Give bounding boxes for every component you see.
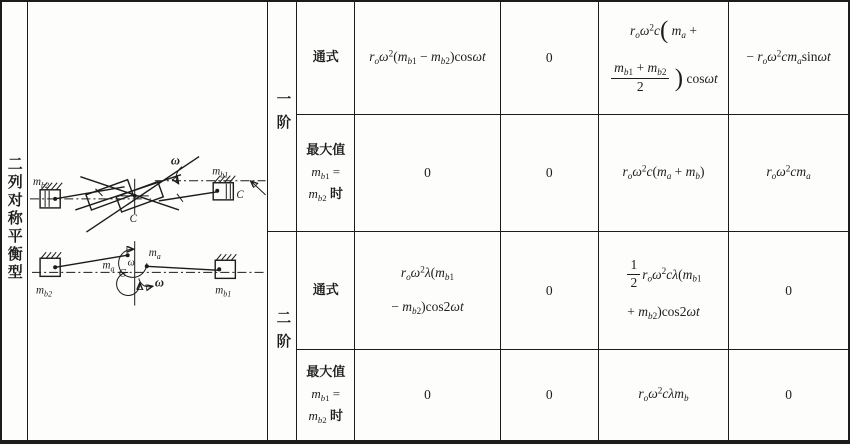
cell-1st-max-c: $r_o\omega^2c(m_a + m_b)$ [598,114,728,231]
omega-label: ω [170,153,180,168]
cell-1st-general-a: $r_o\omega^2(m_{b1} - m_{b2})\cos\omega t$ [355,1,500,114]
row-group-label-text: 二列对称平衡型 [5,155,24,282]
cell-1st-max-b: 0 [500,114,598,231]
order-label-second-text: 二阶 [274,310,291,358]
cell-2nd-max-a: 0 [355,350,500,442]
cell-2nd-general-c: $\frac{1}{2}$ $r_o\omega^2c\lambda(m_{b1}$ + $m_{b2})\cos 2\omega t$ [598,232,728,350]
omega-label-inner: ω [127,257,135,269]
row-type-general-2nd: 通式 [297,232,355,350]
bottom-label-c: C [118,267,126,280]
conrod-right-top [158,192,216,201]
mass-label-mb1-bottom: $m_{b1}$ [214,284,231,299]
hatch-marks [41,252,61,258]
mechanism-diagram [27,1,268,442]
shaft-axis [86,157,199,232]
table-row [1,1,849,114]
mass-label-mb2-bottom: $m_{b2}$ [35,284,52,299]
joint-dot [144,264,148,268]
cell-2nd-max-d: 0 [729,350,849,442]
conrod-left-bottom [55,255,127,267]
order-label-second [268,232,297,442]
row-type-general-1st: 通式 [297,1,355,114]
row-type-max-1st: 最大值 $m_{b1}$ = $m_{b2}$ 时 [297,114,355,231]
mass-label-mb2-top: $m_{b2}$ [32,175,49,190]
mass-label-ma-right: $m_a$ [148,247,161,262]
direction-arrow [251,182,265,195]
conrod-right-bottom [146,266,218,270]
cell-1st-general-b: 0 [500,1,598,114]
mass-label-ma-left: $m_a$ [102,259,115,274]
cell-1st-max-a: 0 [355,114,500,231]
row-type-max-2nd: 最大值 $m_{b1}$ = $m_{b2}$ 时 [297,350,355,442]
cell-2nd-general-a: $r_o\omega^2\lambda(m_{b1}$ − $m_{b2})\cos 2\omega t$ [355,232,500,350]
center-label-c: C [129,213,137,226]
mass-label-mb1-top: $m_{b1}$ [211,165,228,180]
piston-rings [226,184,230,199]
cell-2nd-general-d: 0 [729,232,849,350]
cell-1st-general-c: $r_o\omega^2c$( $m_a$ + $\frac{m_{b1} + m_{b2}}{2}$ ) cosωt [598,1,728,114]
omega-label-bottom: ω [154,275,164,290]
cell-1st-general-d: − $r_o\omega^2cm_a\sin\omega t$ [729,1,849,114]
cell-1st-max-d: $r_o\omega^2cm_a$ [729,114,849,231]
row-group-label [1,1,27,442]
right-label-c: C [235,188,244,201]
hatch-marks [216,254,236,260]
order-label-first [268,1,297,232]
cell-2nd-max-c: $r_o\omega^2c\lambda m_b$ [598,350,728,442]
mechanism-diagram-svg [28,2,268,440]
rotation-arrow [138,278,151,286]
cell-2nd-general-b: 0 [500,232,598,350]
center-dot [132,194,136,198]
order-label-first-text: 一阶 [274,90,291,138]
cell-2nd-max-b: 0 [500,350,598,442]
